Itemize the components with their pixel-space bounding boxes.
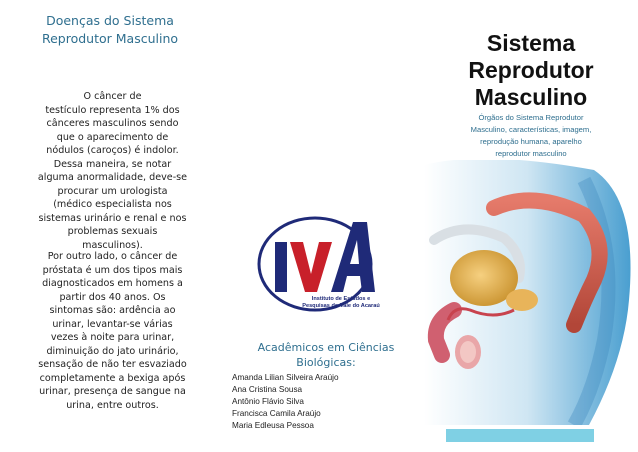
academics-heading bbox=[246, 340, 406, 370]
iva-logo-graphic bbox=[257, 212, 397, 322]
text-line: vezes à noite para urinar, bbox=[50, 332, 175, 343]
text-line: próstata é um dos tipos mais bbox=[42, 264, 183, 276]
subtitle-line: Órgãos do Sistema Reprodutor bbox=[478, 113, 584, 122]
text-line: urinar, levantar-se várias bbox=[52, 318, 173, 330]
text-line: diagnosticados em homens a bbox=[42, 278, 183, 289]
subtitle-line: reprodução humana, aparelho bbox=[480, 137, 582, 146]
middle-panel bbox=[212, 0, 424, 452]
logo-caption-line2: Pesquisas do Vale do Acaraú bbox=[302, 303, 380, 309]
reproductive-anatomy-illustration bbox=[424, 160, 638, 425]
author-name: Antônio Flávio Silva bbox=[232, 397, 304, 406]
left-panel bbox=[0, 0, 212, 452]
text-line: alguma anormalidade, deve-se bbox=[37, 172, 188, 183]
text-line: O câncer de bbox=[83, 91, 142, 102]
text-line: que o aparecimento de bbox=[56, 131, 169, 143]
text-line: cânceres masculinos sendo bbox=[46, 118, 179, 129]
diseases-heading-line1: Doenças do Sistema bbox=[46, 13, 174, 28]
text-line: urina, entre outros. bbox=[66, 399, 159, 411]
right-panel bbox=[424, 0, 638, 452]
text-line: sintomas são: ardência ao bbox=[49, 305, 176, 316]
diseases-heading bbox=[30, 12, 190, 48]
author-name: Francisca Camila Araújo bbox=[232, 409, 321, 418]
academics-heading-line2: Biológicas: bbox=[296, 356, 356, 369]
prostate-cancer-paragraph bbox=[30, 250, 195, 412]
text-line: testículo representa 1% dos bbox=[45, 104, 180, 116]
author-name: Ana Cristina Sousa bbox=[232, 385, 303, 394]
text-line: partir dos 40 anos. Os bbox=[59, 291, 166, 303]
text-line: completamente a bexiga após bbox=[39, 372, 186, 384]
title-line: Sistema bbox=[486, 30, 576, 56]
author-name: Amanda Lilian Silveira Araújo bbox=[232, 373, 339, 382]
text-line: procurar um urologista bbox=[57, 185, 168, 197]
author-name: Maria Edleusa Pessoa bbox=[232, 421, 314, 430]
academics-heading-line1: Acadêmicos em Ciências bbox=[257, 341, 395, 354]
subtitle-line: reprodutor masculino bbox=[495, 149, 567, 158]
anatomy-graphic bbox=[424, 160, 638, 425]
text-line: (médico especialista nos bbox=[53, 199, 172, 210]
iva-logo bbox=[257, 212, 397, 322]
text-line: diminuição do jato urinário, bbox=[46, 345, 179, 357]
text-line: masculinos). bbox=[82, 239, 143, 251]
text-line: sistemas urinário e renal e nos bbox=[38, 212, 187, 224]
brochure-title bbox=[436, 30, 626, 111]
text-line: Dessa maneira, se notar bbox=[53, 158, 172, 170]
text-line: sensação de não ter esvaziado bbox=[38, 359, 187, 370]
text-line: Por outro lado, o câncer de bbox=[47, 251, 178, 262]
logo-caption-line1: Instituto de Estudos e bbox=[311, 296, 371, 302]
title-line: Masculino bbox=[474, 84, 588, 110]
title-line: Reprodutor bbox=[468, 57, 594, 83]
author-list bbox=[232, 372, 412, 432]
text-line: urinar, presença de sangue na bbox=[39, 386, 186, 397]
testicular-cancer-paragraph bbox=[30, 90, 195, 252]
text-line: problemas sexuais bbox=[67, 226, 158, 237]
diseases-heading-line2: Reprodutor Masculino bbox=[41, 31, 179, 46]
text-line: nódulos (caroços) é indolor. bbox=[46, 145, 179, 156]
footer-accent-bar bbox=[446, 429, 594, 442]
brochure-subtitle bbox=[446, 112, 616, 160]
subtitle-line: Masculino, características, imagem, bbox=[470, 125, 592, 134]
